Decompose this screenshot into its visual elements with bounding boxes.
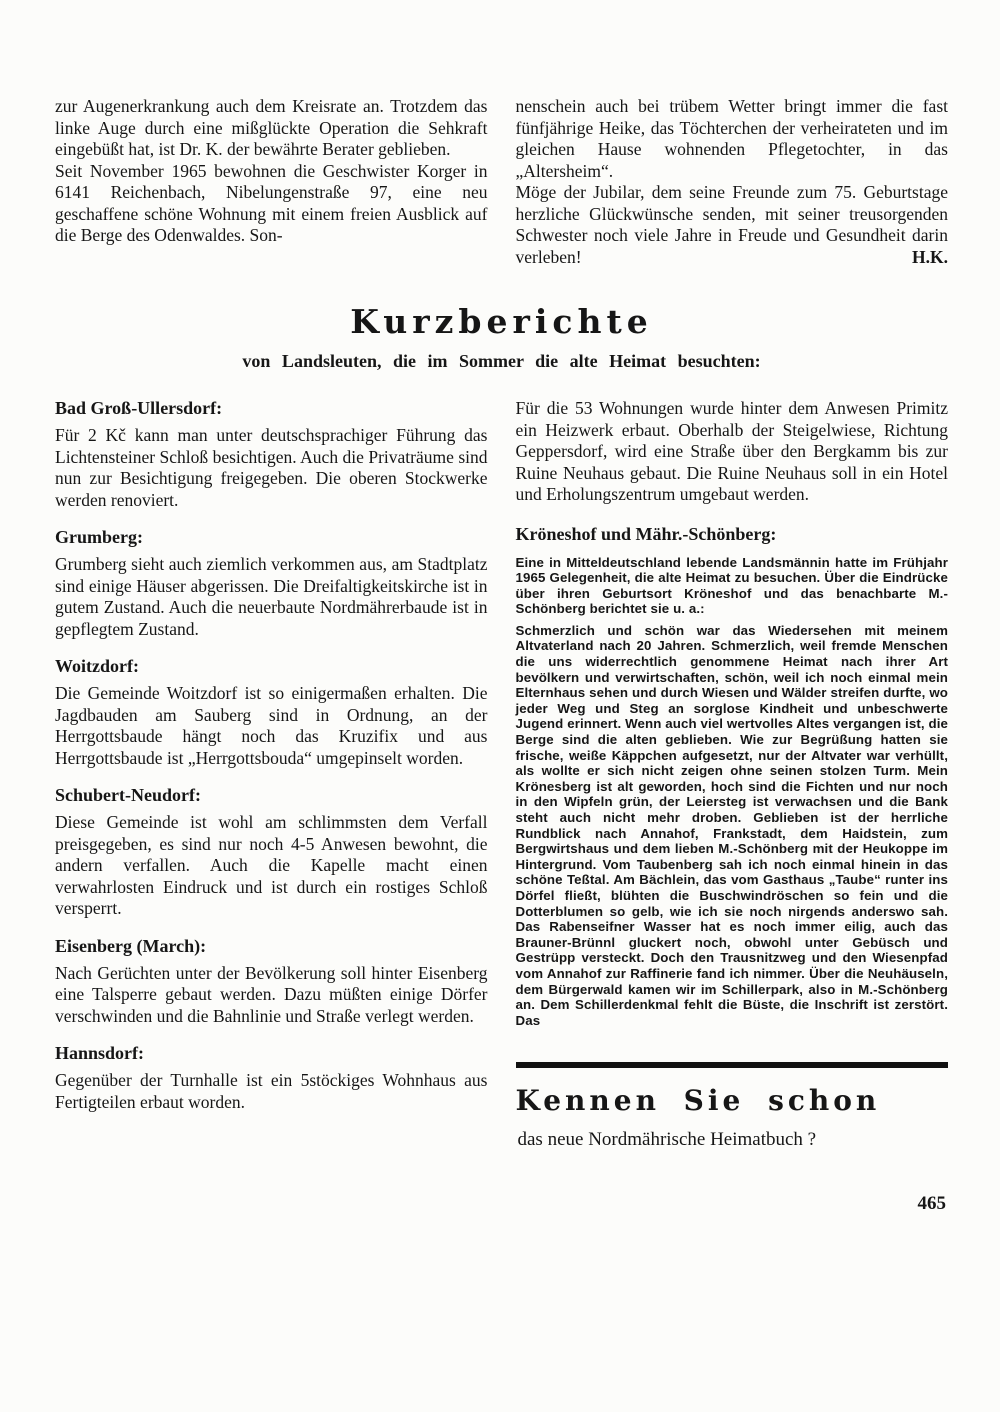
- section-header: Hannsdorf:: [55, 1043, 145, 1063]
- section-body: Grumberg sieht auch ziemlich verkommen aus, am Stadtplatz sind einige Häuser abgerissen. Die Dreifaltigkeitskirche ist in gutem Zustand. Auch die neuerbaute Nordmährerbaude ist in gepflegtem Zustand.: [55, 554, 488, 639]
- reports-left-column: [55, 398, 488, 1234]
- section-body: Die Gemeinde Woitzdorf ist so einigermaßen erhalten. Die Jagdbauden am Sauberg sind in Ordnung, an der Herrgottsbaude hängt noch das Kruzifix und aus Herrgottsbaude ist „Herrgottsbouda“ umgepinselt worden.: [55, 683, 488, 768]
- report-section: [55, 527, 488, 640]
- author-initials: H.K.: [912, 246, 948, 267]
- reports: [55, 398, 948, 1234]
- report-section: [55, 398, 488, 511]
- paragraph: nenschein auch bei trübem Wetter bringt immer die fast fünfjährige Heike, das Töchterchen der verheirateten und im gleichen Hause wohnenden Pflegetochter, in das „Altersheim“.: [515, 96, 948, 181]
- report-section: [55, 785, 488, 920]
- kennen-title: Kennen Sie schon: [515, 1084, 881, 1118]
- section-header: Bad Groß-Ullersdorf:: [55, 398, 223, 418]
- paragraph: [516, 182, 949, 268]
- lead-paragraph: Für die 53 Wohnungen wurde hinter dem Anwesen Primitz ein Heizwerk erbaut. Oberhalb der Steigelwiese, Richtung Geppersdorf, wird eine Straße über den Bergkamm bis zur Ruine Neuhaus gebaut. Die Ruine Neuhaus soll in ein Hotel und Erholungszentrum umgebaut werden.: [515, 398, 948, 504]
- section-body: Gegenüber der Turnhalle ist ein 5stöckiges Wohnhaus aus Fertigteilen erbaut worden.: [55, 1070, 488, 1112]
- kennen-block: [516, 1062, 949, 1151]
- section-header: Eisenberg (March):: [55, 935, 207, 956]
- top-article-right-column: [516, 96, 949, 268]
- kroeneshof-intro: Eine in Mitteldeutschland lebende Landsmännin hatte im Frühjahr 1965 Gelegenheit, die alte Heimat zu besuchen. Über die Eindrücke über ihren Geburtsort Kröneshof und das benachbarte M.-Schönberg berichtet sie u. a.:: [515, 554, 948, 617]
- section-header: Grumberg:: [55, 527, 143, 547]
- kurzberichte-subtitle: von Landsleuten, die im Sommer die alte Heimat besuchten:: [242, 351, 761, 371]
- report-section: [55, 656, 488, 769]
- kroeneshof-header: Kröneshof und Mähr.-Schönberg:: [515, 523, 777, 544]
- section-header: Schubert-Neudorf:: [55, 785, 201, 805]
- top-article-left-column: [55, 96, 488, 268]
- reports-right-column: [516, 398, 949, 1234]
- page-number: 465: [917, 1193, 946, 1215]
- paragraph-text: Möge der Jubilar, dem seine Freunde zum 75. Geburtstage herzliche Glückwünsche senden, mit seiner treusorgenden Schwester noch viele Jahre in Freude und Gesundheit darin verleben!: [515, 182, 948, 267]
- top-article: [55, 96, 948, 268]
- paragraph: zur Augenerkrankung auch dem Kreisrate an. Trotzdem das linke Auge durch eine mißglückte Operation die Sehkraft eingebüßt hat, ist Dr. K. der bewährte Berater geblieben.: [55, 96, 488, 159]
- section-body: Für 2 Kč kann man unter deutschsprachiger Führung das Lichtensteiner Schloß besichtigen. Auch die Privaträume sind nun zur Besichtigung freigegeben. Die oberen Stockwerke werden renoviert.: [55, 425, 488, 510]
- kennen-subtitle: das neue Nordmährische Heimatbuch ?: [517, 1129, 817, 1151]
- section-body: Diese Gemeinde ist wohl am schlimmsten dem Verfall preisgegeben, es sind nur noch 4-5 Anwesen bewohnt, die andern verfallen. Auch die Kapelle macht einen verwahrlosten Eindruck und ist durch ein rostiges Schloß versperrt.: [55, 812, 488, 918]
- report-section: [55, 1043, 488, 1113]
- kroeneshof-narrative: Schmerzlich und schön war das Wiedersehen mit meinem Altvaterland nach 20 Jahren. Schmerzlich, weil fremde Menschen die uns widerrechtlich genommene Heimat nach ihrer Art bevölkern und verwirtschaften, schön, weil ich noch einmal mein Elternhaus sehen und durch Wiesen und Wälder streifen durfte, wo jeder Weg und Steg an sorglose Kindheit und unbeschwerte Jugend erinnert. Wenn auch viel wertvolles Altes vergangen ist, die Berge sind die alten geblieben. Wie zur Begrüßung hatten sie frische, weiße Käppchen aufgesetzt, nur der Altvater war verhüllt, als wollte er sich nicht zeigen ohne seinen stolzen Turm. Mein Krönesberg ist alt geworden, hoch sind die Fichten und nur noch in den Wipfeln grün, der Leiersteg ist verwachsen und die Bank steht auch nicht mehr droben. Geblieben ist der herrliche Rundblick nach Annahof, Frankstadt, dem Haidstein, zum Bergwirtshaus und dem lieben M.-Schönberg mit der Heukoppe im Hintergrund. Vom Taubenberg sah ich noch einmal hinein in das schöne Teßtal. Am Bächlein, das vom Gasthaus „Taube“ runter ins Dörfel fließt, blühten die Buschwindröschen so fein und die Dotterblumen so gelb, wie ich sie noch nirgends anderswo sah. Das Rabenseifner Wasser hat es noch immer eilig, auch das Brauner-Brünnl gluckert noch, obwohl unter Gebüsch und Gestrüpp versteckt. Doch den Trausnitzweg und den Wiesenpfad vom Annahof zur Raffinerie fand ich nimmer. Über die Neuhäuseln, dem Bürgerwald kamen wir im Schillerpark, also in M.-Schönberg an. Dem Schillerdenkmal fehlt die Büste, die Inschrift ist zerstört. Das: [515, 622, 948, 1028]
- section-header: Woitzdorf:: [55, 656, 139, 676]
- kurzberichte-title: Kurzberichte: [350, 302, 653, 341]
- report-section: [55, 936, 488, 1028]
- paragraph: Seit November 1965 bewohnen die Geschwister Korger in 6141 Reichenbach, Nibelungenstraße 97, eine neu geschaffene schöne Wohnung mit einem freien Ausblick auf die Berge des Odenwaldes. Son-: [55, 160, 488, 245]
- section-body: Nach Gerüchten unter der Bevölkerung soll hinter Eisenberg eine Talsperre gebaut werden. Dazu müßten einige Dörfer verschwinden und die Bahnlinie und Straße verlegt werden.: [55, 962, 488, 1026]
